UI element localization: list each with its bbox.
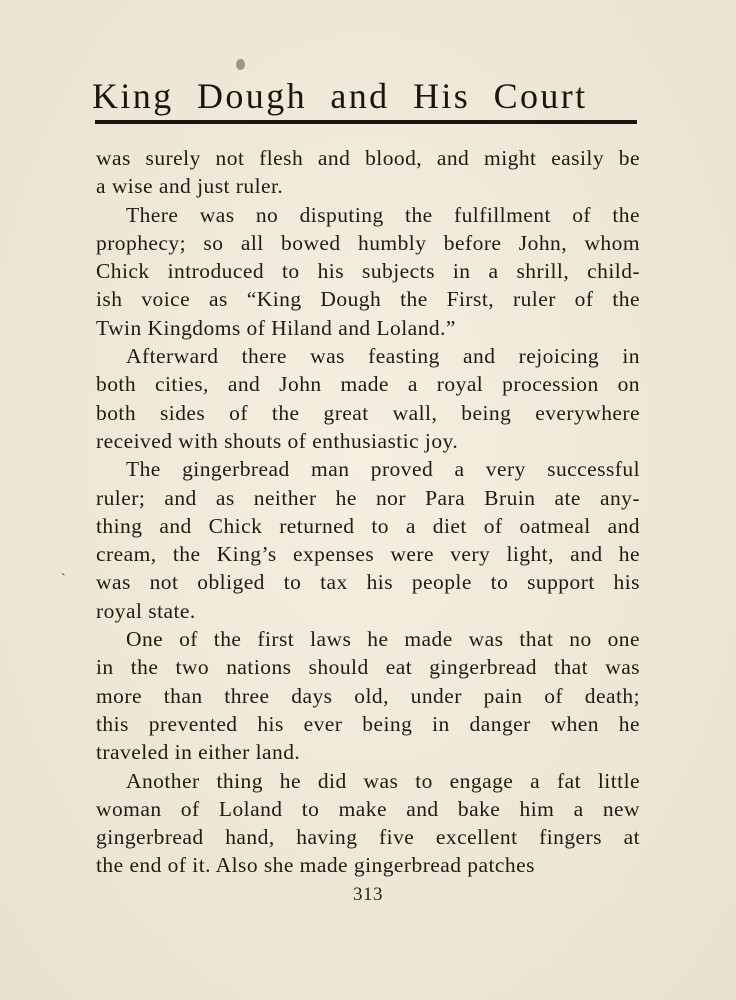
text-line: There was no disputing the fulfillment of the [126, 202, 640, 227]
text-line: Afterward there was feasting and rejoicing in [126, 344, 640, 369]
text-line: both sides of the great wall, being everywhere [96, 400, 640, 425]
text-line: royal state. [96, 598, 196, 623]
text-line: The gingerbread man proved a very successful [126, 457, 640, 482]
text-line: Another thing he did was to engage a fat little [126, 768, 640, 793]
running-head: King Dough and His Court [92, 76, 588, 116]
paragraph [96, 625, 640, 766]
page-number: 313 [353, 884, 383, 905]
text-line: more than three days old, under pain of death; [96, 683, 640, 708]
text-line: ish voice as “King Dough the First, ruler of the [96, 287, 640, 312]
ink-dot [236, 59, 245, 70]
text-line: Chick introduced to his subjects in a shrill, child- [96, 259, 640, 284]
paragraph [96, 144, 640, 201]
paragraph [96, 342, 640, 455]
margin-mark: ` [61, 572, 66, 587]
text-line: the end of it. Also she made gingerbread patches [96, 853, 535, 878]
paragraph [96, 201, 640, 342]
text-line: prophecy; so all bowed humbly before John, whom [96, 230, 640, 255]
header-rule [95, 120, 637, 124]
text-line: woman of Loland to make and bake him a new [96, 796, 640, 821]
text-line: traveled in either land. [96, 740, 301, 765]
text-line: was not obliged to tax his people to support his [96, 570, 640, 595]
text-line: this prevented his ever being in danger when he [96, 711, 640, 736]
text-line: Twin Kingdoms of Hiland and Loland.” [96, 315, 456, 340]
text-line: both cities, and John made a royal procession on [96, 372, 640, 397]
body-text [96, 144, 640, 880]
text-line: received with shouts of enthusiastic joy. [96, 428, 459, 453]
text-line: cream, the King’s expenses were very light, and he [96, 542, 640, 567]
paragraph [96, 455, 640, 625]
paragraph [96, 767, 640, 880]
text-line: thing and Chick returned to a diet of oatmeal and [96, 513, 640, 538]
text-line: One of the first laws he made was that no one [126, 627, 640, 652]
text-line: in the two nations should eat gingerbread that was [96, 655, 640, 680]
text-line: a wise and just ruler. [96, 174, 284, 199]
text-line: was surely not flesh and blood, and might easily be [96, 146, 640, 170]
text-line: gingerbread hand, having five excellent fingers at [96, 825, 640, 850]
text-line: ruler; and as neither he nor Para Bruin ate any- [96, 485, 640, 510]
